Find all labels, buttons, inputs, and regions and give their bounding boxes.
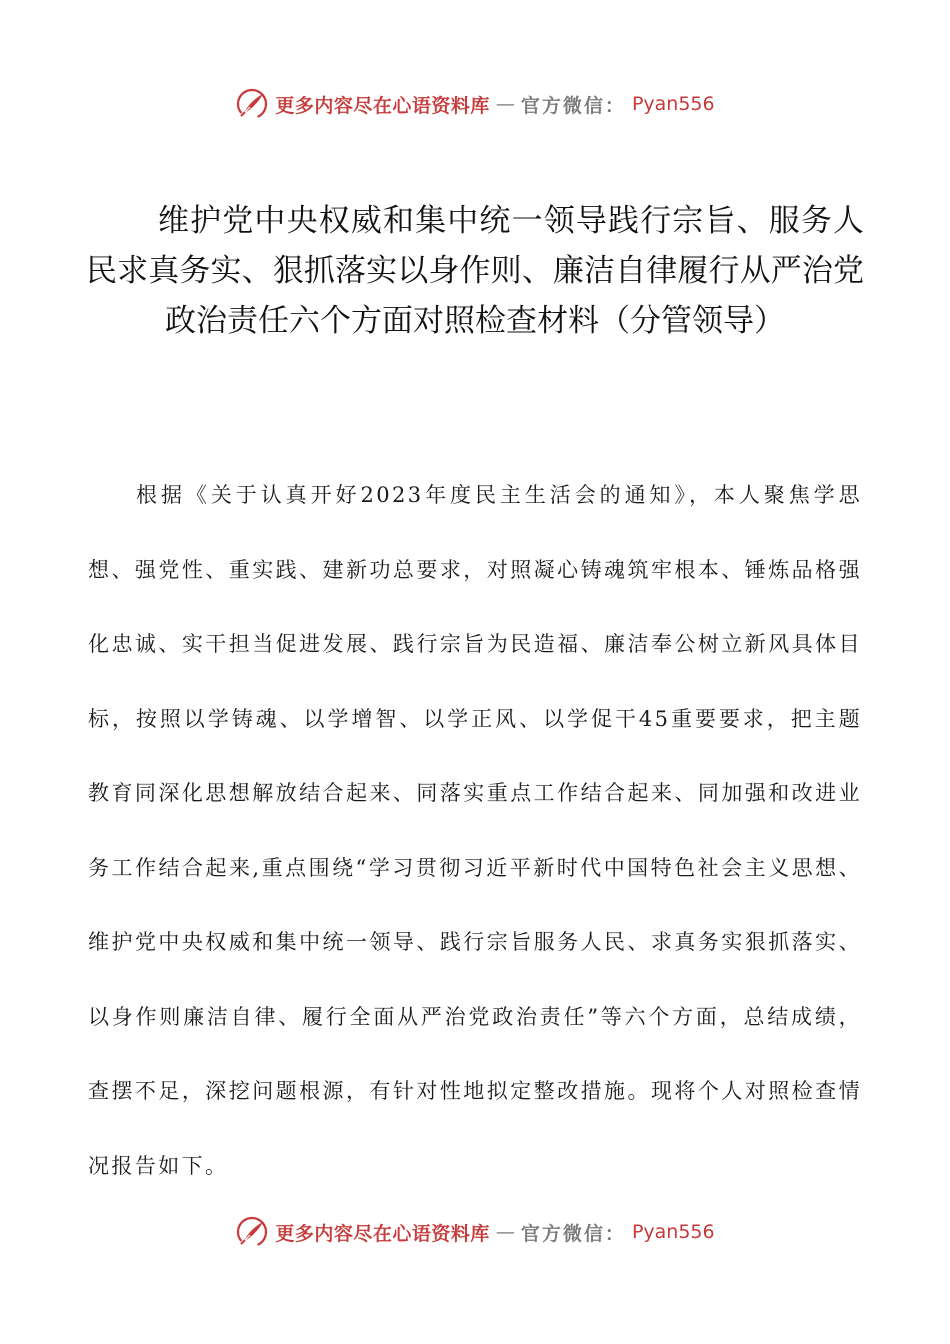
banner-main-text: 更多内容尽在心语资料库 — [275, 94, 490, 117]
quill-pen-logo-icon — [235, 87, 269, 121]
banner-wechat-id: Pyan556 — [631, 93, 715, 115]
footer-banner — [0, 1210, 950, 1254]
body-paragraph: 根据《关于认真开好2023年度民主生活会的通知》，本人聚焦学思想、强党性、重实践、建新功总要求，对照凝心铸魂筑牢根本、锤炼品格强化忠诚、实干担当促进发展、践行宗旨为民造福、廉洁奉公树立新风具体目标，按照以学铸魂、以学增智、以学正风、以学促干45重要要求，把主题教育同深化思想解放结合起来、同落实重点工作结合起来、同加强和改进业务工作结合起来,重点围绕“学习贯彻习近平新时代中国特色社会主义思想、维护党中央权威和集中统一领导、践行宗旨服务人民、求真务实狠抓落实、以身作则廉洁自律、履行全面从严治党政治责任”等六个方面，总结成绩，查摆不足，深挖问题根源，有针对性地拟定整改措施。现将个人对照检查情况报告如下。 — [88, 483, 862, 1178]
banner-separator: — — [495, 93, 515, 115]
banner-separator: — — [495, 1221, 515, 1243]
header-banner — [0, 82, 950, 126]
banner-main-text: 更多内容尽在心语资料库 — [275, 1222, 490, 1245]
quill-pen-logo-icon — [235, 1215, 269, 1249]
document-title: 维护党中央权威和集中统一领导践行宗旨、服务人民求真务实、狠抓落实以身作则、廉洁自律履行从严治党政治责任六个方面对照检查材料（分管领导） — [86, 203, 864, 339]
banner-wechat-label: 官方微信： — [520, 1222, 626, 1245]
banner-wechat-label: 官方微信： — [520, 94, 626, 117]
banner-wechat-id: Pyan556 — [631, 1221, 715, 1243]
